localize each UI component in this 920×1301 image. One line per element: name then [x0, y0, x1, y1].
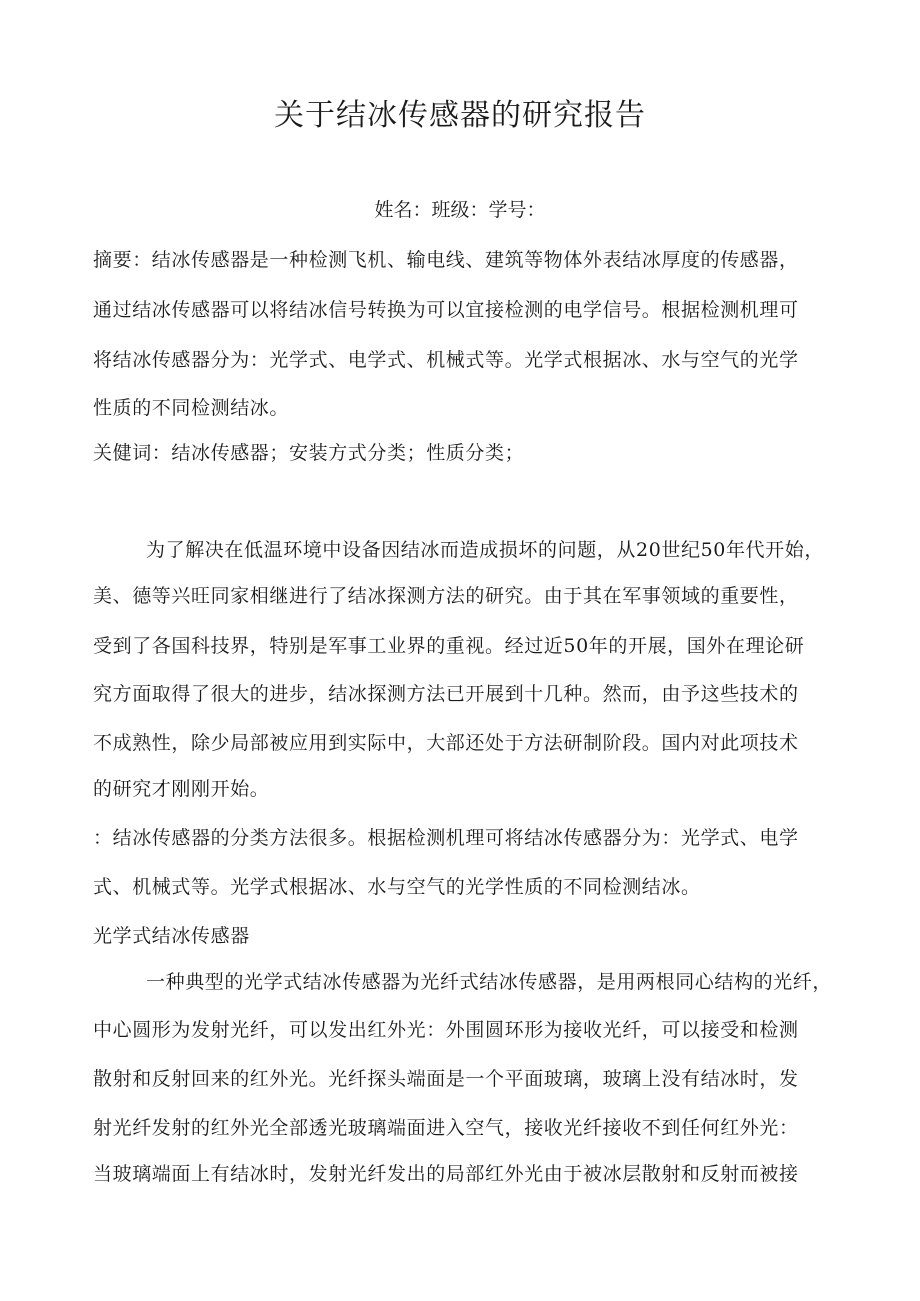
author-info-line: 姓名：班级：学号：: [374, 199, 546, 221]
intro-line: 为了解决在低温环境中设备因结冰而造成损坏的问题，从20世纪50年代开始，: [146, 539, 824, 561]
classification-line: ：结冰传感器的分类方法很多。根据检测机理可将结冰传感器分为：光学式、电学: [93, 827, 799, 849]
abstract-line: 通过结冰传感器可以将结冰信号转换为可以宜接检测的电学信号。根据检测机理可: [93, 299, 799, 321]
intro-line: 美、德等兴旺同家相继进行了结冰探测方法的研究。由于其在军事领域的重要性，: [93, 585, 799, 607]
abstract-line: 性质的不同检测结冰。: [93, 397, 290, 419]
abstract-line: 将结冰传感器分为：光学式、电学式、机械式等。光学式根据冰、水与空气的光学: [93, 349, 799, 371]
optical-line: 一种典型的光学式结冰传感器为光纤式结冰传感器，是用两根同心结构的光纤，: [146, 971, 833, 993]
keywords-line: 关健词：结冰传感器；安装方式分类；性质分类；: [93, 442, 525, 464]
intro-line: 的研究才刚刚开始。: [93, 778, 270, 800]
intro-line: 究方面取得了很大的进步，结冰探测方法已开展到十几种。然而，由予这些技术的: [93, 683, 799, 705]
classification-line: 式、机械式等。光学式根据冰、水与空气的光学性质的不同检测结冰。: [93, 876, 701, 898]
document-title: 关于结冰传感器的研究报告: [274, 98, 646, 133]
intro-line: 不成熟性，除少局部被应用到实际中，大部还处于方法研制阶段。国内对此项技术: [93, 732, 799, 754]
optical-line: 中心圆形为发射光纤，可以发出红外光：外围圆环形为接收光纤，可以接受和检测: [93, 1019, 799, 1041]
optical-line: 当玻璃端面上有结冰时，发射光纤发出的局部红外光由于被冰层散射和反射而被接: [93, 1163, 799, 1185]
optical-line: 射光纤发射的红外光全部透光玻璃端面进入空气，接收光纤接收不到任何红外光：: [93, 1117, 799, 1139]
optical-section-heading: 光学式结冰传感器: [93, 925, 250, 947]
optical-line: 散射和反射回来的红外光。光纤探头端面是一个平面玻璃，玻璃上没有结冰时，发: [93, 1068, 799, 1090]
intro-line: 受到了各国科技界，特别是军事工业界的重视。经过近50年的开展，国外在理论研: [93, 635, 805, 657]
abstract-line: 摘要：结冰传感器是一种检测飞机、输电线、建筑等物体外表结冰厚度的传感器，: [93, 249, 799, 271]
